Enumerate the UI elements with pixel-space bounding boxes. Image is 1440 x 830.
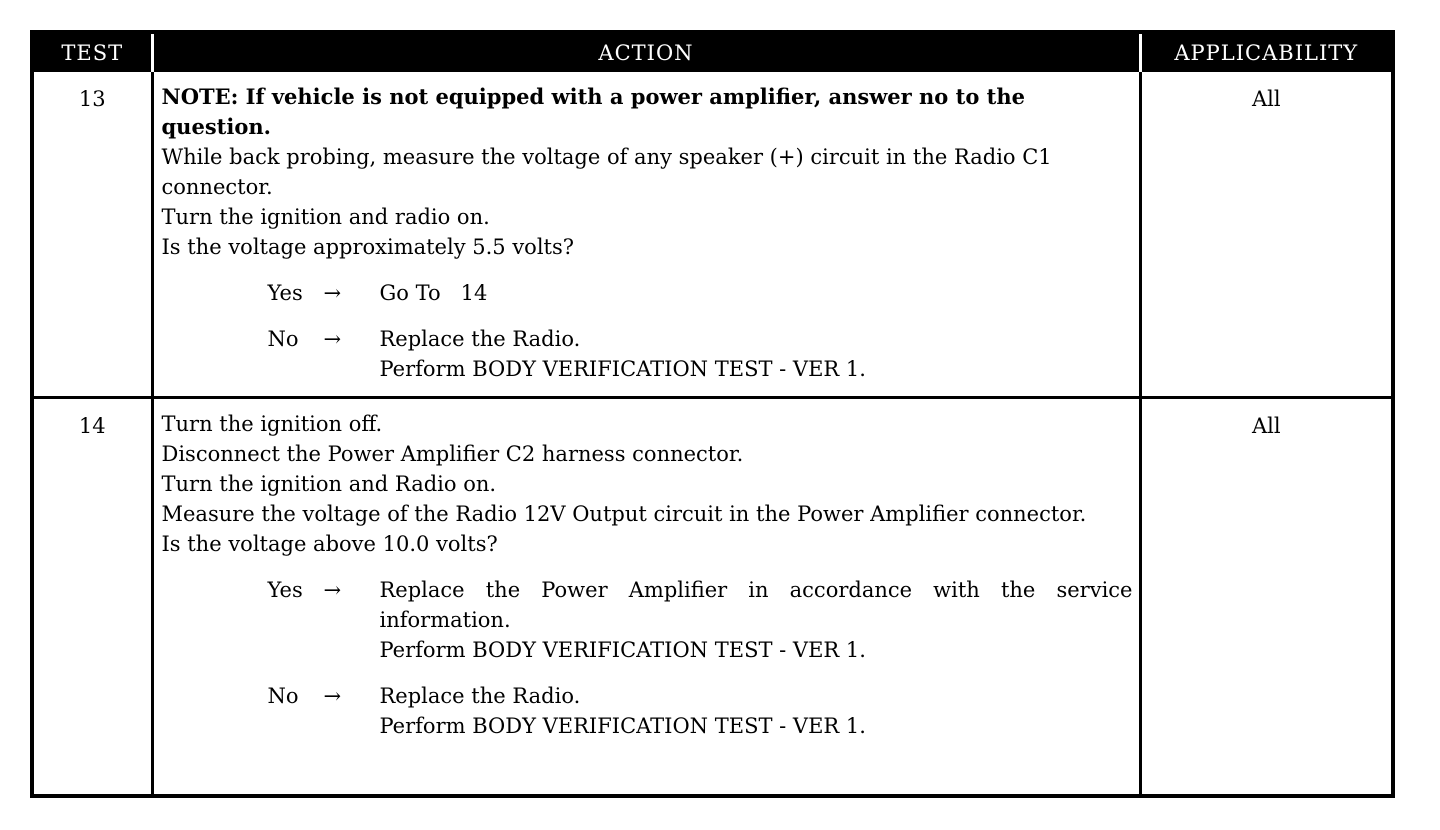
result-yes	[268, 278, 1133, 308]
diagnostic-table-frame	[30, 30, 1395, 798]
right-arrow-icon: →	[323, 327, 342, 351]
result-body	[380, 278, 1133, 308]
result-body	[380, 575, 1133, 665]
result-key: No	[267, 683, 299, 708]
result-line: Replace the Radio.	[379, 683, 581, 708]
action-cell	[152, 397, 1140, 794]
action-step: While back probing, measure the voltage of any speaker (+) circuit in the Radio C1 connector.	[161, 145, 1052, 199]
result-yes	[268, 575, 1133, 665]
table-body	[34, 72, 1391, 794]
applicability-value: All	[1140, 72, 1391, 397]
header-test: TEST	[34, 34, 152, 72]
result-no	[268, 324, 1133, 384]
applicability-value: All	[1251, 413, 1281, 438]
action-step: Is the voltage above 10.0 volts?	[161, 531, 498, 556]
header-row	[34, 34, 1391, 72]
header-applicability: APPLICABILITY	[1140, 34, 1391, 72]
result-key: No	[267, 327, 299, 351]
result-key: Yes	[267, 281, 303, 305]
result-line: Perform BODY VERIFICATION TEST - VER 1.	[379, 637, 866, 662]
action-step: Turn the ignition and Radio on.	[161, 471, 497, 496]
result-key: Yes	[267, 577, 303, 602]
action-step: Turn the ignition and radio on.	[161, 205, 490, 229]
right-arrow-icon: →	[323, 281, 342, 305]
right-arrow-icon: →	[323, 683, 342, 708]
result-line: Replace the Power Amplifier in accordance with the service information.	[379, 577, 1133, 632]
test-number: 13	[34, 72, 152, 397]
note-text: NOTE: If vehicle is not equipped with a power amplifier, answer no to the question.	[161, 84, 1025, 139]
result-line: Replace the Radio.	[379, 327, 581, 351]
result-list	[268, 575, 1133, 741]
result-body	[380, 324, 1133, 384]
result-line: Perform BODY VERIFICATION TEST - VER 1.	[379, 713, 866, 738]
action-step: Turn the ignition off.	[161, 411, 383, 436]
result-list	[268, 278, 1133, 384]
table-row-test-13	[34, 72, 1391, 397]
action-step: Is the voltage approximately 5.5 volts?	[161, 235, 575, 259]
result-body	[380, 681, 1133, 741]
test-number: 14	[34, 397, 152, 794]
result-line: Perform BODY VERIFICATION TEST - VER 1.	[379, 357, 866, 381]
result-no	[268, 681, 1133, 741]
action-step: Disconnect the Power Amplifier C2 harness connector.	[161, 441, 744, 466]
header-action: ACTION	[152, 34, 1140, 72]
right-arrow-icon: →	[323, 577, 342, 602]
diagnostic-test-table	[34, 34, 1391, 794]
table-row-test-14	[34, 397, 1391, 794]
result-line: Go To 14	[379, 281, 488, 305]
table-header	[34, 34, 1391, 72]
action-cell	[152, 72, 1140, 397]
action-step: Measure the voltage of the Radio 12V Output circuit in the Power Amplifier connector.	[161, 501, 1087, 526]
